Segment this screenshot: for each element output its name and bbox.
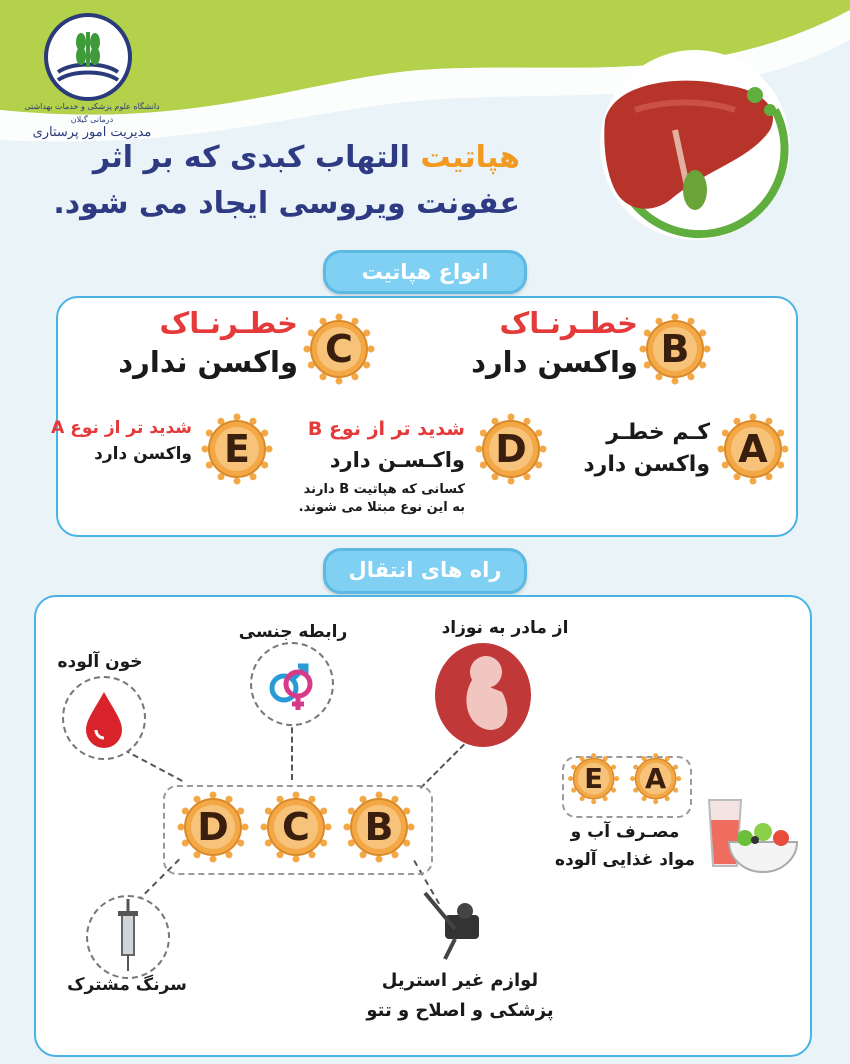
virus-icon [200, 412, 274, 486]
virus-icon [567, 752, 620, 805]
logo-caption [22, 100, 162, 139]
virus-icon [259, 790, 333, 864]
virus-letter-e: E [224, 427, 250, 471]
type-a-vaccine: واکسن دارد [583, 452, 710, 477]
type-e-vaccine: واکسن دارد [94, 444, 192, 464]
gender-icon [252, 644, 332, 724]
route-tools-line1: لوازم غیر استریل [381, 970, 539, 991]
salad-icon [725, 818, 801, 878]
center-letter-b: B [364, 805, 394, 849]
logo-caption-line1: دانشگاه علوم پزشکی و خدمات بهداشتی درمانی گیلان [24, 102, 160, 124]
type-e-severity: شدید تر از نوع A [51, 418, 192, 438]
transmission-section-title: راه های انتقال [323, 548, 527, 594]
virus-icon [716, 412, 790, 486]
center-letter-d: D [197, 805, 229, 849]
food-letter-e: E [584, 762, 603, 795]
virus-letter-b: B [660, 327, 690, 371]
route-food-line2: مواد غذایی آلوده [554, 850, 696, 870]
type-b-vaccine: واکسن دارد [471, 345, 638, 379]
headline-line1-rest: التهاب کبدی که بر اثر [92, 140, 421, 175]
fetus-icon [428, 640, 538, 750]
virus-icon [638, 312, 712, 386]
virus-icon [176, 790, 250, 864]
headline [50, 135, 520, 227]
type-d-note1: کسانی که هپاتیت B دارند [303, 482, 465, 497]
food-letter-a: A [645, 762, 667, 795]
virus-icon [629, 752, 682, 805]
center-letter-c: C [282, 805, 310, 849]
tattoo-machine-icon [415, 885, 505, 965]
route-mother-label: از مادر به نوزاد [441, 618, 569, 638]
blood-circle [62, 676, 146, 760]
virus-icon [474, 412, 548, 486]
route-tools-line2: پزشکی و اصلاح و تتو [366, 1000, 554, 1021]
headline-line1 [50, 135, 520, 181]
type-c-vaccine: واکسن ندارد [118, 345, 298, 379]
blood-drop-icon [64, 678, 144, 758]
route-food-line1: مصـرف آب و [570, 822, 680, 842]
virus-icon [342, 790, 416, 864]
type-c-risk: خطـرنـاک [159, 306, 298, 340]
sexual-circle [250, 642, 334, 726]
route-syringe-label: سرنگ مشترک [67, 975, 187, 995]
syringe-circle [86, 895, 170, 979]
virus-letter-a: A [738, 427, 768, 471]
type-d-note2: به این نوع مبتلا می شوند. [298, 500, 465, 515]
virus-letter-c: C [325, 327, 353, 371]
headline-line2: عفونت ویروسی ایجاد می شود. [53, 186, 520, 221]
type-d-severity: شدید تر از نوع B [307, 418, 465, 440]
types-section-title: انواع هپاتیت [323, 250, 527, 294]
route-sexual-label: رابطه جنسی [238, 622, 348, 642]
headline-highlight: هپاتیت [420, 140, 520, 175]
type-a-risk: کـم خطـر [606, 420, 710, 445]
type-d-vaccine: واکـسـن دارد [329, 448, 465, 472]
virus-letter-d: D [495, 427, 527, 471]
liver-icon [575, 40, 805, 250]
route-blood-label: خون آلوده [57, 652, 143, 672]
syringe-icon [88, 897, 168, 977]
logo-caption-line2: مدیریت امور پرستاری [32, 125, 152, 140]
virus-icon [302, 312, 376, 386]
type-b-risk: خطـرنـاک [499, 306, 638, 340]
